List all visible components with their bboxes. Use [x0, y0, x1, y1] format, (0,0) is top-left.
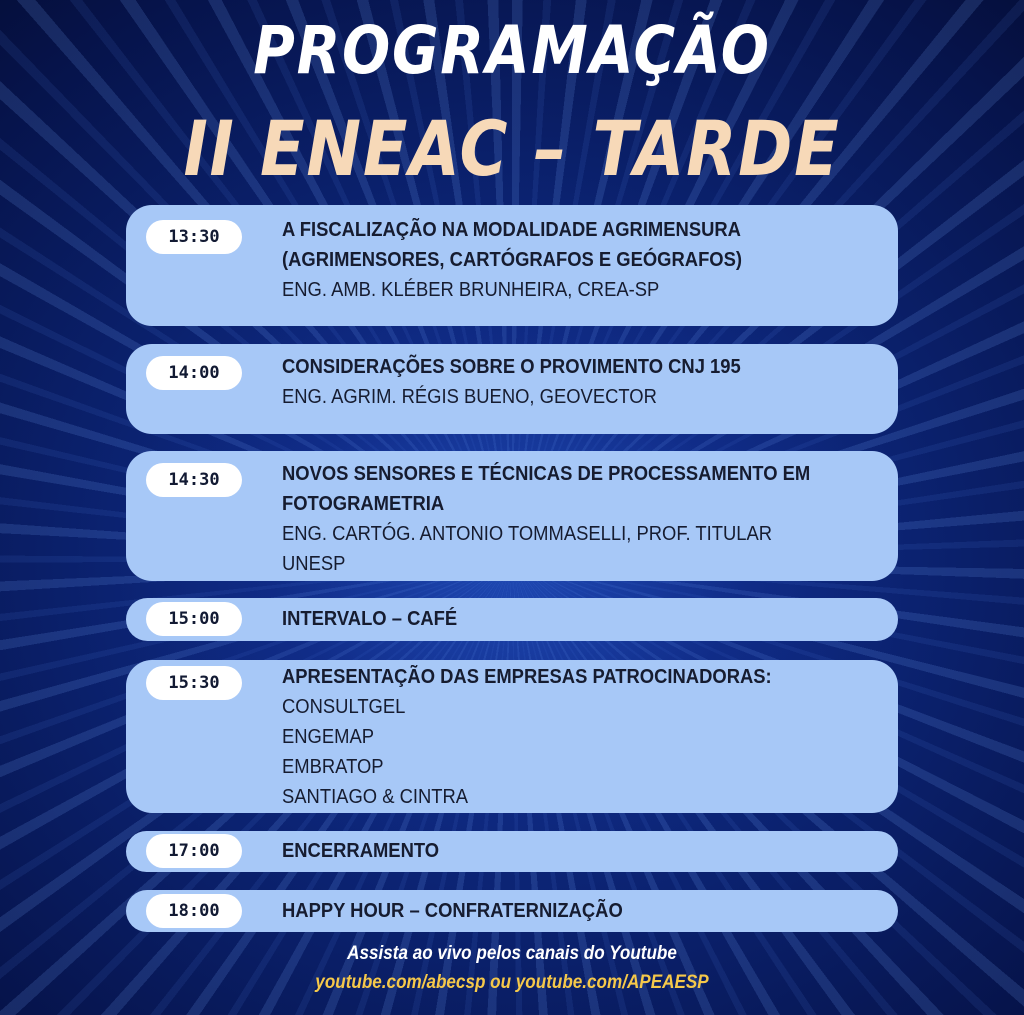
schedule-row — [126, 660, 898, 813]
session-title-line: (AGRIMENSORES, CARTÓGRAFOS E GEÓGRAFOS) — [282, 249, 743, 271]
session-title-line: A FISCALIZAÇÃO NA MODALIDADE AGRIMENSURA — [282, 219, 741, 241]
session-speaker: ENG. AMB. KLÉBER BRUNHEIRA, CREA-SP — [282, 279, 660, 301]
session-title-line: HAPPY HOUR – CONFRATERNIZAÇÃO — [282, 900, 623, 922]
session-content — [282, 604, 827, 634]
session-title-line: CONSIDERAÇÕES SOBRE O PROVIMENTO CNJ 195 — [282, 356, 741, 378]
session-content — [282, 896, 827, 926]
schedule-row — [126, 831, 898, 872]
time-badge: 17:00 — [146, 834, 242, 868]
session-speaker: ENG. AGRIM. RÉGIS BUENO, GEOVECTOR — [282, 386, 657, 408]
session-content — [282, 352, 827, 412]
footer-note: Assista ao vivo pelos canais do Youtube — [347, 943, 677, 964]
time-badge: 13:30 — [146, 220, 242, 254]
sponsor-name: EMBRATOP — [282, 756, 384, 778]
time-badge: 14:30 — [146, 463, 242, 497]
sponsor-name: SANTIAGO & CINTRA — [282, 786, 469, 808]
time-badge: 18:00 — [146, 894, 242, 928]
schedule-row — [126, 598, 898, 641]
session-content — [282, 836, 827, 866]
schedule-row — [126, 890, 898, 932]
schedule-row — [126, 205, 898, 326]
sponsor-name: ENGEMAP — [282, 726, 375, 748]
session-content — [282, 662, 827, 812]
session-title-line: NOVOS SENSORES E TÉCNICAS DE PROCESSAMENTO EM — [282, 463, 811, 485]
session-content — [282, 459, 827, 579]
time-badge: 14:00 — [146, 356, 242, 390]
session-title-line: INTERVALO – CAFÉ — [282, 608, 458, 630]
session-title-line: ENCERRAMENTO — [282, 840, 440, 862]
time-badge: 15:30 — [146, 666, 242, 700]
time-badge: 15:00 — [146, 602, 242, 636]
schedule-row — [126, 451, 898, 581]
session-content — [282, 215, 827, 305]
footer-youtube-links[interactable]: youtube.com/abecsp ou youtube.com/APEAESP — [315, 972, 709, 993]
session-speaker: UNESP — [282, 553, 346, 575]
session-title-line: FOTOGRAMETRIA — [282, 493, 445, 515]
poster-subtitle: II ENEAC – TARDE — [183, 104, 841, 193]
schedule-row — [126, 344, 898, 434]
session-title-line: APRESENTAÇÃO DAS EMPRESAS PATROCINADORAS: — [282, 666, 772, 688]
poster-title: PROGRAMAÇÃO — [253, 12, 771, 89]
session-speaker: ENG. CARTÓG. ANTONIO TOMMASELLI, PROF. TITULAR — [282, 523, 773, 545]
sponsor-name: CONSULTGEL — [282, 696, 406, 718]
